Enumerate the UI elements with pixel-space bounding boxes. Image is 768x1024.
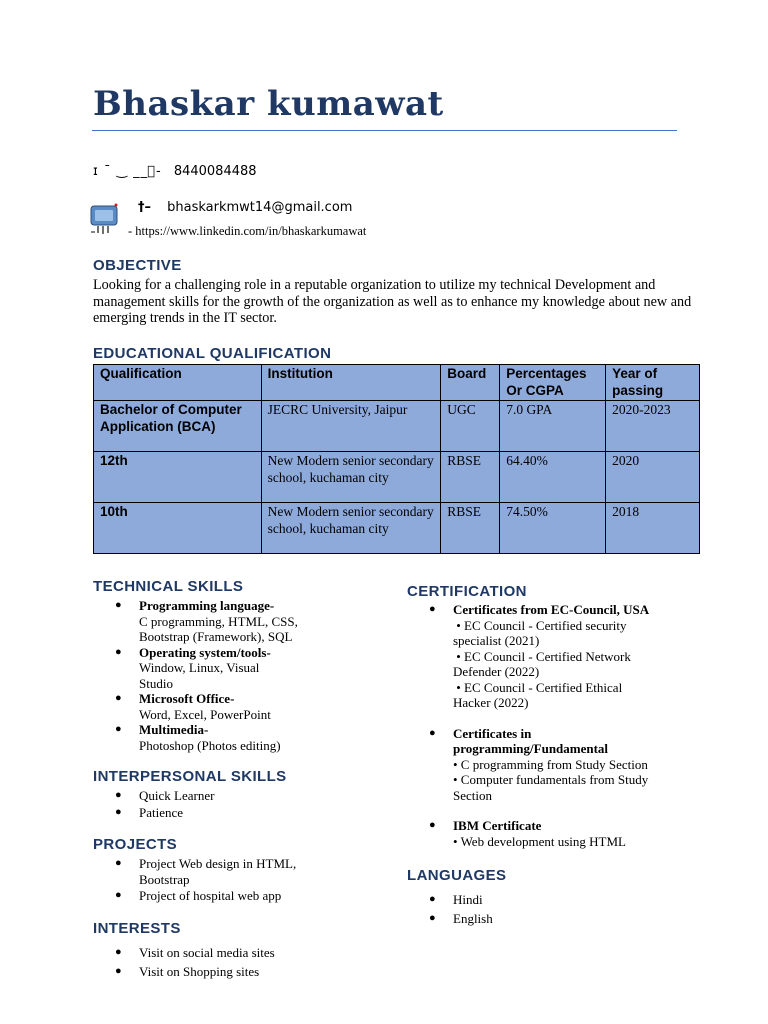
column-header: Qualification: [94, 365, 262, 401]
skill-detail: Window, Linux, Visual Studio: [139, 660, 260, 691]
objective-heading: OBJECTIVE: [93, 257, 182, 274]
list-item: ● Quick Learner: [93, 787, 353, 804]
phone-icon: ɪ ¯ ‿ __ᷤ-: [93, 164, 162, 179]
column-header: Institution: [261, 365, 441, 401]
interpersonal-skills-heading: INTERPERSONAL SKILLS: [93, 768, 287, 785]
list-item: [93, 691, 353, 722]
list-item: ● Project of hospital web app: [93, 888, 333, 904]
certificate-line: • EC Council - Certified security specialist (2021): [453, 617, 630, 648]
objective-text: Looking for a challenging role in a reputable organization to utilize my technical Development and management skills for the growth of the organization as well as to enhance my knowledge about new and emerging trends in the IT sector.: [93, 277, 692, 326]
certificate-title: ● Certificates in programming/Fundamental: [453, 725, 609, 756]
email-icon: †–: [138, 200, 151, 215]
table-row: [94, 452, 700, 503]
email-line: [138, 200, 352, 215]
certificate-line: • EC Council - Certified Network Defender (2022): [453, 648, 635, 679]
list-item: [93, 598, 353, 645]
table-cell: New Modern senior secondary school, kuchaman city: [261, 452, 441, 503]
skill-title: ● Multimedia-: [139, 722, 209, 737]
languages-list: [407, 890, 667, 928]
table-cell: JECRC University, Jaipur: [261, 401, 441, 452]
certificate-title: ● Certificates from EC-Council, USA: [453, 602, 650, 617]
table-cell: 74.50%: [500, 503, 606, 554]
candidate-name: Bhaskar kumawat: [93, 84, 444, 124]
certificate-group: [407, 818, 677, 849]
interpersonal-skills-list: [93, 787, 353, 821]
table-cell: UGC: [441, 401, 500, 452]
skill-detail: Word, Excel, PowerPoint: [139, 706, 271, 722]
list-item: ● Hindi: [407, 890, 667, 909]
table-cell: 2020: [606, 452, 700, 503]
table-cell: 7.0 GPA: [500, 401, 606, 452]
list-item: ● Project Web design in HTML, Bootstrap: [93, 856, 333, 887]
skill-detail: C programming, HTML, CSS, Bootstrap (Framework), SQL: [139, 613, 298, 644]
linkedin-url[interactable]: - https://www.linkedin.com/in/bhaskarkumawat: [128, 224, 367, 238]
table-row: [94, 401, 700, 452]
interests-heading: INTERESTS: [93, 920, 181, 937]
list-item: [93, 645, 353, 692]
email-address[interactable]: bhaskarkmwt14@gmail.com: [167, 200, 353, 215]
skill-title: ● Programming language-: [139, 598, 275, 613]
table-cell: 12th: [94, 452, 262, 503]
column-header: Year of passing: [606, 365, 700, 401]
technical-skills-heading: TECHNICAL SKILLS: [93, 578, 244, 595]
education-table: [93, 364, 700, 554]
projects-list: [93, 856, 333, 904]
certification-list: [407, 602, 677, 849]
name-underline: [92, 130, 677, 131]
certificate-line: • C programming from Study Section: [453, 756, 648, 772]
certificate-line: • Computer fundamentals from Study Section: [453, 772, 649, 803]
list-item: ● English: [407, 909, 667, 928]
projects-heading: PROJECTS: [93, 836, 178, 853]
languages-heading: LANGUAGES: [407, 867, 507, 884]
linkedin-icon: [90, 203, 118, 237]
table-cell: 2020-2023: [606, 401, 700, 452]
technical-skills-list: [93, 598, 353, 753]
education-heading: EDUCATIONAL QUALIFICATION: [93, 345, 332, 362]
list-item: ● Visit on social media sites: [93, 943, 353, 962]
table-cell: 10th: [94, 503, 262, 554]
table-cell: RBSE: [441, 452, 500, 503]
table-cell: 64.40%: [500, 452, 606, 503]
certificate-line: • Web development using HTML: [453, 833, 626, 849]
phone-line: [93, 164, 257, 179]
list-item: ● Visit on Shopping sites: [93, 962, 353, 981]
list-item: ● Patience: [93, 804, 353, 821]
column-header: Board: [441, 365, 500, 401]
column-header: Percentages Or CGPA: [500, 365, 606, 401]
certificate-title: ● IBM Certificate: [453, 818, 542, 833]
skill-title: ● Operating system/tools-: [139, 644, 271, 660]
table-cell: RBSE: [441, 503, 500, 554]
skill-title: ● Microsoft Office-: [139, 691, 235, 706]
certificate-group: [407, 726, 677, 804]
certificate-group: [407, 602, 677, 711]
phone-number: 8440084488: [173, 164, 257, 179]
certification-heading: CERTIFICATION: [407, 583, 527, 600]
certificate-line: • EC Council - Certified Ethical Hacker (2022): [453, 679, 626, 710]
table-row: [94, 503, 700, 554]
table-cell: 2018: [606, 503, 700, 554]
skill-detail: Photoshop (Photos editing): [139, 737, 281, 753]
list-item: [93, 722, 353, 753]
table-cell: Bachelor of Computer Application (BCA): [94, 401, 262, 452]
table-cell: New Modern senior secondary school, kuchaman city: [261, 503, 441, 554]
table-header-row: [94, 365, 700, 401]
interests-list: [93, 943, 353, 981]
